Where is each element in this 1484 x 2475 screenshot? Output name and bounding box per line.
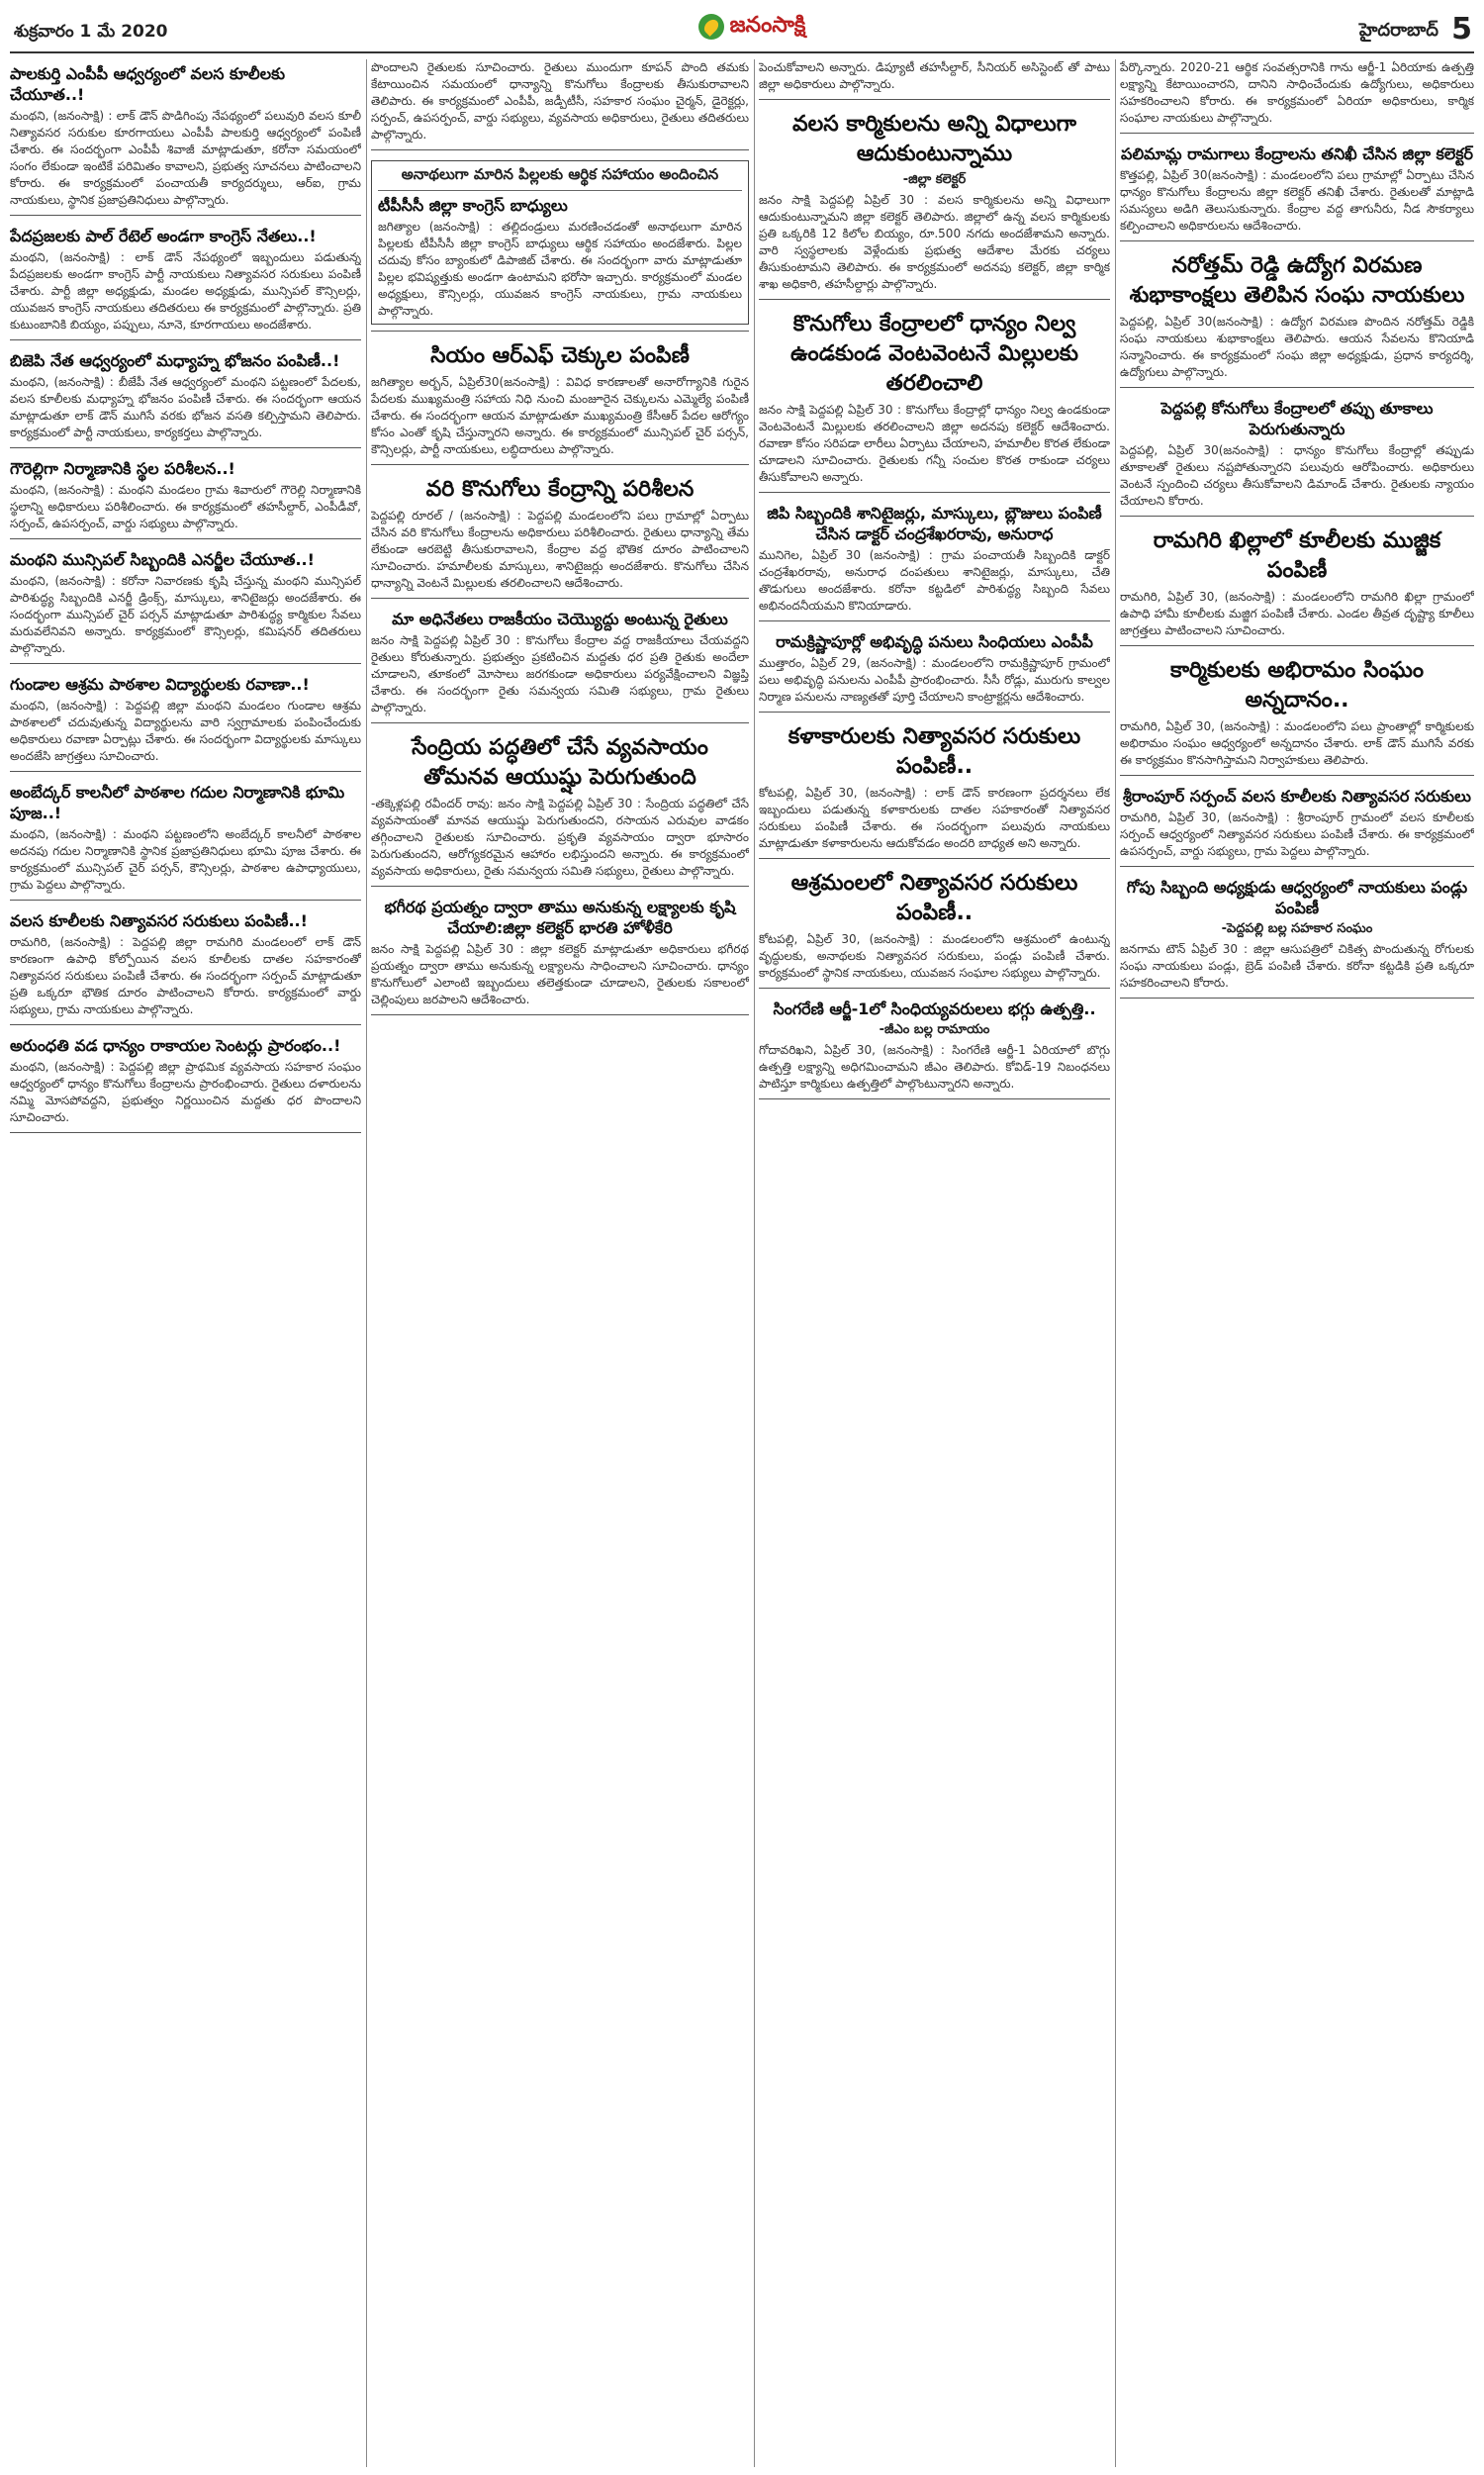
news-story <box>10 226 361 340</box>
story-separator <box>371 722 749 723</box>
masthead <box>10 8 1474 53</box>
story-headline: పలిమామ్ల రామగాలు కేంద్రాలను తనిఖీ చేసిన జిల్లా కలెక్టర్ <box>1120 144 1474 163</box>
story-headline: ఆశ్రమంలలో నిత్యావసర సరుకులు పంపిణీ.. <box>790 871 1078 925</box>
story-body: మంథని, (జనంసాక్షి) : కరోనా నివారణకు కృషి చేస్తున్న మంథని మున్సిపల్ పారిశుద్ధ్య సిబ్బందికి ఎనర్జీ డ్రింక్స్, మాస్కులు, శానిటైజర్లు అందజేశారు. ఈ సందర్భంగా మున్సిపల్ చైర్ పర్సన్ మాట్లాడుతూ పారిశుద్ధ్య కార్మికుల సేవలు మరువలేనివని అన్నారు. కార్యక్రమంలో కౌన్సిలర్లు, కమిషనర్ తదితరులు పాల్గొన్నారు. <box>10 574 361 655</box>
story-body: జగిత్యాల అర్బన్, ఏప్రిల్30(జనంసాక్షి) : వివిధ కారణాలతో అనారోగ్యానికి గురైన పేదలకు ముఖ్యమంత్రి సహాయ నిధి నుంచి మంజూరైన చెక్కులను ఎమ్మెల్యే పంపిణీ చేశారు. ఈ సందర్భంగా ఆయన మాట్లాడుతూ ముఖ్యమంత్రి కేసీఆర్ పేదల ఆరోగ్యం కోసం ఎంతో కృషి చేస్తున్నారని అన్నారు. ఈ కార్యక్రమంలో మున్సిపల్ చైర్ పర్సన్, కౌన్సిలర్లు, పార్టీ నాయకులు, లబ్ధిదారులు పాల్గొన్నారు. <box>371 375 749 456</box>
story-separator <box>1120 516 1474 517</box>
news-story <box>1120 251 1474 388</box>
column-divider <box>366 59 367 2467</box>
news-story <box>759 869 1110 989</box>
story-headline: వరి కొనుగోలు కేంద్రాన్ని పరిశీలన <box>425 477 695 502</box>
story-body: జనం సాక్షి పెద్దపల్లి ఏప్రిల్ 30 : కొనుగోలు కేంద్రాల వద్ద రాజకీయాలు చేయవద్దని రైతులు కోరుతున్నారు. ప్రభుత్వం ప్రకటించిన మద్దతు ధర ప్రతి రైతుకు అందేలా చూడాలని, తూకంలో మోసాలు జరగకుండా అధికారులు పర్యవేక్షించాలని విజ్ఞప్తి చేశారు. ఈ సందర్భంగా రైతు సమన్వయ సమితి సభ్యులు, గ్రామ రైతులు పాల్గొన్నారు. <box>371 633 749 714</box>
story-headline: రామక్రిష్ణాపూర్లో అభివృద్ధి పనులు సింధియలు ఎంపీపీ <box>776 632 1093 651</box>
story-separator <box>759 99 1110 100</box>
column-divider <box>754 59 755 2467</box>
news-story <box>1120 59 1474 134</box>
story-separator <box>10 1024 361 1025</box>
story-separator <box>10 538 361 539</box>
news-story <box>371 609 749 723</box>
news-story <box>10 782 361 901</box>
logo-name: జనంసాక్షి <box>729 11 806 38</box>
news-story <box>371 475 749 599</box>
story-separator <box>371 331 749 332</box>
story-body: కోటపల్లి, ఏప్రిల్ 30, (జనంసాక్షి) : లాక్ డౌన్ కారణంగా ప్రదర్శనలు లేక ఇబ్బందులు పడుతున్న కళాకారులకు దాతల సహకారంతో నిత్యావసర సరుకులు పంపిణీ చేశారు. ఈ సందర్భంగా పలువురు నాయకులు మాట్లాడుతూ కళాకారులను ఆదుకోవడం అందరి బాధ్యత అని అన్నారు. <box>759 786 1110 850</box>
story-separator <box>759 712 1110 713</box>
story-separator <box>10 447 361 448</box>
news-story <box>1120 656 1474 776</box>
story-headline: గోపు సిబ్బంది అధ్యక్షుడు ఆధ్వర్యంలో నాయకులు పండ్లు పంపిణీ <box>1126 878 1468 917</box>
news-story <box>10 458 361 539</box>
story-headline: పెద్దపల్లి కోనుగోలు కేంద్రాలలో తప్పు తూకాలు పెరుగుతున్నారు <box>1160 399 1434 438</box>
column-4 <box>1120 59 1474 2467</box>
story-separator <box>1120 240 1474 241</box>
story-body: ముత్తారం, ఏప్రిల్ 29, (జనంసాక్షి) : మండలంలోని రామక్రిష్ణాపూర్ గ్రామంలో పలు అభివృద్ధి పనులను ఎంపీపీ ప్రారంభించారు. సీసీ రోడ్లు, మురుగు కాల్వల నిర్మాణ పనులను నాణ్యతతో పూర్తి చేయాలని కాంట్రాక్టర్లను ఆదేశించారు. <box>759 656 1110 704</box>
story-headline: సింగరేణి ఆర్జీ-1లో సింధియ్యవరులలు భగ్గు ఉత్పత్తి.. <box>773 1000 1096 1018</box>
news-story <box>759 59 1110 100</box>
story-separator <box>759 492 1110 493</box>
news-story <box>759 503 1110 621</box>
story-separator <box>10 215 361 216</box>
news-story <box>1120 398 1474 517</box>
story-separator <box>371 464 749 465</box>
news-story <box>10 674 361 772</box>
story-body: మంథని, (జనంసాక్షి) : పెద్దపల్లి జిల్లా మంథని మండలం గుండాల ఆశ్రమ పాఠశాలలో చదువుతున్న విద్యార్థులను వారి స్వగ్రామాలకు పంపించేందుకు అధికారులు రవాణా ఏర్పాట్లు చేశారు. ఈ సందర్భంగా విద్యార్థులకు మాస్కులు అందజేసి జాగ్రత్తలు సూచించారు. <box>10 699 361 763</box>
story-separator <box>10 339 361 340</box>
story-body: మంథని, (జనంసాక్షి) : బీజేపీ నేత ఆధ్వర్యంలో మంథని పట్టణంలో పేదలకు, వలస కూలీలకు మధ్యాహ్న భోజనం పంపిణీ చేశారు. ఈ సందర్భంగా ఆయన మాట్లాడుతూ లాక్ డౌన్ ముగిసే వరకు భోజన వసతి కల్పిస్తామని తెలిపారు. కార్యక్రమంలో పార్టీ నాయకులు, కార్యకర్తలు పాల్గొన్నారు. <box>10 375 361 439</box>
story-headline: సేంద్రియ పద్ధతిలో చేసే వ్యవసాయం తోమనవ ఆయుష్షు పెరుగుతుంది <box>412 735 708 790</box>
page-number: 5 <box>1451 12 1472 47</box>
story-headline: సియం ఆర్ఎఫ్ చెక్కుల పంపిణీ <box>430 343 690 368</box>
story-headline: టీపీసీసీ జిల్లా కాంగ్రెస్ బాధ్యులు <box>378 196 568 215</box>
story-headline: మంథని మున్సిపల్ సిబ్బందికి ఎనర్జీల చేయూత..! <box>10 550 315 569</box>
story-separator <box>759 620 1110 621</box>
story-separator <box>759 1098 1110 1099</box>
news-story <box>10 350 361 448</box>
news-story <box>759 310 1110 493</box>
story-headline: గౌరెల్లిగా నిర్మాణానికి స్థల పరిశీలన..! <box>10 459 235 478</box>
story-body: రామగిరి, ఏప్రిల్ 30, (జనంసాక్షి) : శ్రీరాంపూర్ గ్రామంలో వలస కూలీలకు సర్పంచ్ ఆధ్వర్యంలో నిత్యావసర సరుకులు పంపిణీ చేశారు. ఈ కార్యక్రమంలో ఉపసర్పంచ్, వార్డు సభ్యులు, గ్రామ పెద్దలు పాల్గొన్నారు. <box>1120 810 1474 858</box>
column-2 <box>371 59 749 2467</box>
story-body: మంథని, (జనంసాక్షి) : మంథని మండలం గ్రామ శివారులో గౌరెల్లి నిర్మాణానికి స్థలాన్ని అధికారులు పరిశీలించారు. ఈ కార్యక్రమంలో తహసీల్దార్, ఎంపీడీవో, సర్పంచ్, ఉపసర్పంచ్, వార్డు సభ్యులు పాల్గొన్నారు. <box>10 483 361 530</box>
story-separator <box>371 598 749 599</box>
story-separator <box>1120 645 1474 646</box>
newspaper-logo <box>643 10 861 44</box>
story-headline: శ్రీరాంపూర్ సర్పంచ్ వలస కూలీలకు నిత్యావసర సరుకులు <box>1123 787 1471 806</box>
story-body: పెద్దపల్లి రూరల్ / (జనంసాక్షి) : పెద్దపల్లి మండలంలోని పలు గ్రామాల్లో ఏర్పాటు చేసిన వరి కొనుగోలు కేంద్రాలను అధికారులు పరిశీలించారు. రైతులు ధాన్యాన్ని తేమ లేకుండా ఆరబెట్టి తీసుకురావాలని, కేంద్రాల వద్ద భౌతిక దూరం పాటించాలని సూచించారు. హమాలీలకు మాస్కులు, శానిటైజర్లు అందజేశారు. కొనుగోలు చేసిన ధాన్యాన్ని వెంటనే మిల్లులకు తరలించాలని ఆదేశించారు. <box>371 509 749 590</box>
news-story <box>371 160 749 332</box>
story-body: పెంచుకోవాలని అన్నారు. డిప్యూటీ తహసీల్దార్, సీనియర్ అసిస్టెంట్ తో పాటు జిల్లా అధికారులు పాల్గొన్నారు. <box>759 60 1110 91</box>
story-body: జగిత్యాల (జనంసాక్షి) : తల్లిదండ్రులు మరణించడంతో అనాథలుగా మారిన పిల్లలకు టీపీసీసీ జిల్లా కాంగ్రెస్ బాధ్యులు ఆర్థిక సహాయం అందజేశారు. పిల్లల చదువు కోసం బ్యాంకులో డిపాజిట్ చేశారు. ఈ సందర్భంగా వారు మాట్లాడుతూ పిల్లల భవిష్యత్తుకు అండగా ఉంటామని భరోసా ఇచ్చారు. కార్యక్రమంలో మండల అధ్యక్షులు, కౌన్సిలర్లు, యువజన కాంగ్రెస్ నాయకులు, గ్రామ నాయకులు పాల్గొన్నారు. <box>378 220 742 318</box>
story-body: మంథని, (జనంసాక్షి) : పెద్దపల్లి జిల్లా ప్రాథమిక వ్యవసాయ సహకార సంఘం ఆధ్వర్యంలో ధాన్యం కొనుగోలు కేంద్రాలను ప్రారంభించారు. రైతులు దళారులను నమ్మి మోసపోవద్దని, ప్రభుత్వం నిర్ణయించిన మద్దతు ధర పొందాలని సూచించారు. <box>10 1060 361 1124</box>
story-body: రామగిరి, (జనంసాక్షి) : పెద్దపల్లి జిల్లా రామగిరి మండలంలో లాక్ డౌన్ కారణంగా ఉపాధి కోల్పోయిన వలస కూలీలకు దాతల సహకారంతో నిత్యావసర సరుకులు పంపిణీ చేశారు. ఈ సందర్భంగా సర్పంచ్ మాట్లాడుతూ ప్రతి ఒక్కరూ భౌతిక దూరం పాటించాలని కోరారు. కార్యక్రమంలో వార్డు సభ్యులు, గ్రామ నాయకులు పాల్గొన్నారు. <box>10 935 361 1016</box>
news-story <box>1120 786 1474 867</box>
story-body: మంథని, (జనంసాక్షి) : లాక్ డౌన్ నేపథ్యంలో ఇబ్బందులు పడుతున్న పేదప్రజలకు అండగా కాంగ్రెస్ పార్టీ నాయకులు నిత్యావసర సరుకులు పంపిణీ చేశారు. పార్టీ జిల్లా అధ్యక్షుడు, మండల అధ్యక్షుడు, మున్సిపల్ కౌన్సిలర్లు, యువజన కాంగ్రెస్ నాయకులు తదితరులు ఈ కార్యక్రమంలో పాల్గొన్నారు. ప్రతి కుటుంబానికి బియ్యం, పప్పులు, నూనె, కూరగాయలు అందజేశారు. <box>10 250 361 332</box>
news-story <box>371 897 749 1015</box>
story-headline: అరుంధతి వడ ధాన్యం రాకాయల సెంటర్లు ప్రారంభం..! <box>10 1036 341 1055</box>
edition-city: హైదరాబాద్ <box>1358 20 1438 41</box>
story-body: జనం సాక్షి పెద్దపల్లి ఏప్రిల్ 30 : కొనుగోలు కేంద్రాల్లో ధాన్యం నిల్వ ఉండకుండా వెంటవెంటనే మిల్లులకు తరలించాలని జిల్లా అదనపు కలెక్టర్ ఆదేశించారు. రవాణా కోసం సరిపడా లారీలు ఏర్పాటు చేయాలని, హమాలీల కొరత లేకుండా చూడాలని సూచించారు. రైతులకు గన్నీ సంచుల కొరత రాకుండా చర్యలు తీసుకోవాలని అన్నారు. <box>759 403 1110 484</box>
story-body: పొందాలని రైతులకు సూచించారు. రైతులు ముందుగా కూపన్ పొంది తమకు కేటాయించిన సమయంలో ధాన్యాన్ని కొనుగోలు కేంద్రాలకు తీసుకురావాలని తెలిపారు. ఈ కార్యక్రమంలో ఎంపీపీ, జడ్పీటీసీ, సహకార సంఘం చైర్మన్, డైరెక్టర్లు, సర్పంచ్, ఉపసర్పంచ్, వార్డు సభ్యులు, వ్యవసాయ అధికారులు, రైతులు తదితరులు పాల్గొన్నారు. <box>371 60 749 142</box>
story-headline: జిపి సిబ్బందికి శానిటైజర్లు, మాస్కులు, బ్లౌజులు పంపిణీ చేసిన డాక్టర్ చంద్రశేఖరరావు, అనురాధ <box>767 504 1102 543</box>
story-body: కోటపల్లి, ఏప్రిల్ 30, (జనంసాక్షి) : మండలంలోని ఆశ్రమంలో ఉంటున్న వృద్ధులకు, అనాథలకు నిత్యావసర సరుకులు, పండ్లు పంపిణీ చేశారు. కార్యక్రమంలో స్థానిక నాయకులు, యువజన సంఘాల సభ్యులు పాల్గొన్నారు. <box>759 932 1110 980</box>
story-headline: వలస కూలీలకు నిత్యావసర సరుకులు పంపిణీ..! <box>10 911 308 930</box>
box-title: అనాథలుగా మారిన పిల్లలకు ఆర్థిక సహాయం అందించిన <box>378 165 742 191</box>
story-separator <box>759 858 1110 859</box>
column-divider <box>1115 59 1116 2467</box>
story-body: కొత్తపల్లి, ఏప్రిల్ 30(జనంసాక్షి) : మండలంలోని పలు గ్రామాల్లో ఏర్పాటు చేసిన ధాన్యం కొనుగోలు కేంద్రాలను జిల్లా కలెక్టర్ తనిఖీ చేశారు. రైతులతో మాట్లాడి సమస్యలు అడిగి తెలుసుకున్నారు. కేంద్రాల వద్ద తాగునీరు, నీడ సౌకర్యాలు కల్పించాలని అధికారులను ఆదేశించారు. <box>1120 168 1474 233</box>
column-1 <box>10 59 361 2467</box>
story-headline: బిజెపి నేత ఆధ్వర్యంలో మధ్యాహ్న భోజనం పంపిణీ..! <box>10 351 340 370</box>
story-headline: కొనుగోలు కేంద్రాలలో ధాన్యం నిల్వ ఉండకుండ వెంటవెంటనే మిల్లులకు తరలించాలి <box>789 312 1079 396</box>
story-separator <box>1120 866 1474 867</box>
story-byline: -జిల్లా కలెక్టర్ <box>902 172 967 187</box>
story-headline: నరోత్తమ్ రెడ్డి ఉద్యోగ విరమణ శుభాకాంక్షలు తెలిపిన సంఘ నాయకులు <box>1129 253 1465 308</box>
column-3 <box>759 59 1110 2467</box>
story-separator <box>371 1014 749 1015</box>
news-story <box>371 59 749 150</box>
story-body: మునిగెల, ఏప్రిల్ 30 (జనంసాక్షి) : గ్రామ పంచాయతీ సిబ్బందికి డాక్టర్ చంద్రశేఖరరావు, అనురాధ దంపతులు శానిటైజర్లు, మాస్కులు, చేతి తొడుగులు అందజేశారు. కరోనా కట్టడిలో పారిశుద్ధ్య సిబ్బంది సేవలు అభినందనీయమని కొనియాడారు. <box>759 548 1110 613</box>
story-separator <box>1120 775 1474 776</box>
logo-icon <box>698 14 724 40</box>
news-story <box>10 549 361 664</box>
news-story <box>371 733 749 887</box>
story-body: జనం సాక్షి పెద్దపల్లి ఏప్రిల్ 30 : వలస కార్మికులను అన్ని విధాలుగా ఆదుకుంటున్నామని జిల్లా కలెక్టర్ తెలిపారు. జిల్లాలో ఉన్న వలస కార్మికులకు ప్రతి ఒక్కరికి 12 కిలోల బియ్యం, రూ.500 నగదు అందజేశామని అన్నారు. వారి స్వస్థలాలకు వెళ్లేందుకు ప్రభుత్వ ఆదేశాల మేరకు చర్యలు తీసుకుంటామని తెలిపారు. ఈ కార్యక్రమంలో అదనపు కలెక్టర్, జిల్లా కార్మిక శాఖ అధికారి, తహసీల్దార్లు పాల్గొన్నారు. <box>759 193 1110 291</box>
story-headline: మా అధినేతలు రాజకీయం చెయ్యొద్దు అంటున్న రైతులు <box>392 610 728 628</box>
boxed-story <box>371 160 749 325</box>
story-byline: -పెద్దపల్లి బల్ల సహకార సంఘం <box>1221 921 1373 936</box>
news-story <box>371 341 749 465</box>
news-story <box>759 999 1110 1099</box>
story-separator <box>371 149 749 150</box>
story-body: పెద్దపల్లి, ఏప్రిల్ 30(జనంసాక్షి) : ధాన్యం కొనుగోలు కేంద్రాల్లో తప్పుడు తూకాలతో రైతులు నష్టపోతున్నారని పలువురు ఆరోపించారు. అధికారులు వెంటనే స్పందించి చర్యలు తీసుకోవాలని డిమాండ్ చేశారు. రైతులకు న్యాయం చేయాలని కోరారు. <box>1120 443 1474 508</box>
issue-date: శుక్రవారం 1 మే 2020 <box>14 22 168 42</box>
story-separator <box>10 900 361 901</box>
news-story <box>10 1035 361 1133</box>
story-body: రామగిరి, ఏప్రిల్ 30, (జనంసాక్షి) : మండలంలోని పలు ప్రాంతాల్లో కార్మికులకు అభిరామం సంఘం ఆధ్వర్యంలో అన్నదానం చేశారు. లాక్ డౌన్ ముగిసే వరకు ఈ కార్యక్రమం కొనసాగిస్తామని నిర్వాహకులు తెలిపారు. <box>1120 719 1474 767</box>
story-headline: పాలకుర్తి ఎంపీపీ ఆధ్వర్యంలో వలస కూలీలకు చేయూత..! <box>10 64 286 104</box>
story-body: మంథని, (జనంసాక్షి) : లాక్ డౌన్ పొడిగింపు నేపథ్యంలో పలువురి వలస కూలీ నిత్యావసర సరుకుల కూరగాయలు ఎంపీపీ పాలకుర్తి ఆధ్వర్యంలో పంపిణీ చేశారు. ఈ సందర్భంగా ఎంపీపీ శివాజీ మాట్లాడుతూ, కరోనా సమయంలో సంగం లేకుండా ఇంటికే పరిమితం కావాలని, ప్రభుత్వ సూచనలు పాటించాలని కోరారు. ఈ కార్యక్రమంలో పంచాయతీ కార్యదర్శులు, ఆర్ఐ, గ్రామ నాయకులు, స్థానిక ప్రజాప్రతినిధులు పాల్గొన్నారు. <box>10 109 361 207</box>
story-separator <box>1120 387 1474 388</box>
story-headline: వలస కార్మికులను అన్ని విధాలుగా ఆదుకుంటున్నాము <box>792 112 1076 166</box>
story-headline: గుండాల ఆశ్రమ పాఠశాల విద్యార్థులకు రవాణా..! <box>10 675 310 694</box>
story-byline: -జీఎం బల్ల రామాయం <box>879 1022 990 1037</box>
story-separator <box>759 299 1110 300</box>
story-body: పేర్కొన్నారు. 2020-21 ఆర్థిక సంవత్సరానికి గాను ఆర్జీ-1 ఏరియాకు ఉత్పత్తి లక్ష్యాన్ని కేటాయించారని, దానిని సాధించేందుకు ఉద్యోగులు, అధికారులు సహకరించాలని కోరారు. ఈ కార్యక్రమంలో ఏరియా అధికారులు, కార్మిక సంఘాల నాయకులు పాల్గొన్నారు. <box>1120 60 1474 125</box>
news-story <box>759 722 1110 859</box>
story-separator <box>759 988 1110 989</box>
news-story <box>10 910 361 1025</box>
news-story <box>10 63 361 216</box>
story-body: పెద్దపల్లి, ఏప్రిల్ 30(జనంసాక్షి) : ఉద్యోగ విరమణ పొందిన నరోత్తమ్ రెడ్డికి సంఘ నాయకులు శుభాకాంక్షలు తెలిపారు. ఆయన సేవలను కొనియాడి సన్మానించారు. ఈ కార్యక్రమంలో సంఘ జిల్లా అధ్యక్షుడు, ప్రధాన కార్యదర్శి, ఉద్యోగులు పాల్గొన్నారు. <box>1120 315 1474 379</box>
story-headline: రామగిరి ఖిల్లాలో కూలీలకు ముజ్జిక పంపిణీ <box>1153 528 1441 583</box>
story-body: జనగామ టౌన్ ఏప్రిల్ 30 : జిల్లా ఆసుపత్రిలో చికిత్స పొందుతున్న రోగులకు సంఘ నాయకులు పండ్లు, బ్రెడ్ పంపిణీ చేశారు. కరోనా కట్టడికి ప్రతి ఒక్కరూ సహకరించాలని కోరారు. <box>1120 942 1474 990</box>
story-separator <box>371 886 749 887</box>
story-headline: కార్మికులకు అభిరామం సింఘం అన్నదానం.. <box>1169 658 1425 713</box>
story-separator <box>10 1132 361 1133</box>
news-story <box>759 110 1110 300</box>
story-separator <box>10 663 361 664</box>
story-separator <box>1120 998 1474 999</box>
story-body: జనం సాక్షి పెద్దపల్లి ఏప్రిల్ 30 : జిల్లా కలెక్టర్ మాట్లాడుతూ అధికారులు భగీరథ ప్రయత్నం ద్వారా తాము అనుకున్న లక్ష్యాలను సాధించాలని సూచించారు. ధాన్యం కొనుగోలులో ఎలాంటి ఇబ్బందులు తలెత్తకుండా చూడాలని, రైతులకు సకాలంలో చెల్లింపులు జరపాలని ఆదేశించారు. <box>371 942 749 1006</box>
story-body: -తక్కెళ్లపల్లి రవీందర్ రావు: జనం సాక్షి పెద్దపల్లి ఏప్రిల్ 30 : సేంద్రియ పద్ధతిలో చేసే వ్యవసాయంతో మానవ ఆయుష్షు పెరుగుతుందని, రసాయన ఎరువుల వాడకం తగ్గించాలని రైతులకు సూచించారు. ప్రకృతి వ్యవసాయం ద్వారా భూసారం పెరుగుతుందని, ఆరోగ్యకరమైన ఆహారం లభిస్తుందని అన్నారు. ఈ కార్యక్రమంలో వ్యవసాయ అధికారులు, రైతు సమన్వయ సమితి సభ్యులు, రైతులు పాల్గొన్నారు. <box>371 797 749 878</box>
story-separator <box>1120 133 1474 134</box>
story-separator <box>10 771 361 772</box>
news-story <box>1120 877 1474 999</box>
news-story <box>1120 526 1474 646</box>
story-body: గోదావరిఖని, ఏప్రిల్ 30, (జనంసాక్షి) : సింగరేణి ఆర్జీ-1 ఏరియాలో బొగ్గు ఉత్పత్తి లక్ష్యాన్ని అధిగమించామని జీఎం తెలిపారు. కోవిడ్-19 నిబంధనలు పాటిస్తూ కార్మికులు ఉత్పత్తిలో పాల్గొంటున్నారని అన్నారు. <box>759 1043 1110 1091</box>
story-body: మంథని, (జనంసాక్షి) : మంథని పట్టణంలోని అంబేద్కర్ కాలనీలో పాఠశాల అదనపు గదుల నిర్మాణానికి స్థానిక ప్రజాప్రతినిధులు భూమి పూజ చేశారు. ఈ కార్యక్రమంలో మున్సిపల్ చైర్ పర్సన్, కౌన్సిలర్లు, పాఠశాల ఉపాధ్యాయులు, గ్రామ పెద్దలు పాల్గొన్నారు. <box>10 827 361 892</box>
story-headline: అంబేద్కర్ కాలనీలో పాఠశాల గదుల నిర్మాణానికి భూమి పూజ..! <box>10 783 345 822</box>
story-headline: భగీరథ ప్రయత్నం ద్వారా తాము అనుకున్న లక్ష్యాలకు కృషి చేయాలి:జిల్లా కలెక్టర్ భారతి హోళీకేరి <box>384 898 736 937</box>
news-story <box>1120 143 1474 241</box>
story-body: రామగిరి, ఏప్రిల్ 30, (జనంసాక్షి) : మండలంలోని రామగిరి ఖిల్లా గ్రామంలో ఉపాధి హామీ కూలీలకు మజ్జిగ పంపిణీ చేశారు. ఎండల తీవ్రత దృష్ట్యా కూలీలు జాగ్రత్తలు పాటించాలని సూచించారు. <box>1120 590 1474 637</box>
news-story <box>759 631 1110 713</box>
story-headline: పేదప్రజలకు పాల్ రేటెల్ అండగా కాంగ్రెస్ నేతలు..! <box>10 227 317 245</box>
story-headline: కళాకారులకు నిత్యావసర సరుకులు పంపిణీ.. <box>788 724 1081 779</box>
